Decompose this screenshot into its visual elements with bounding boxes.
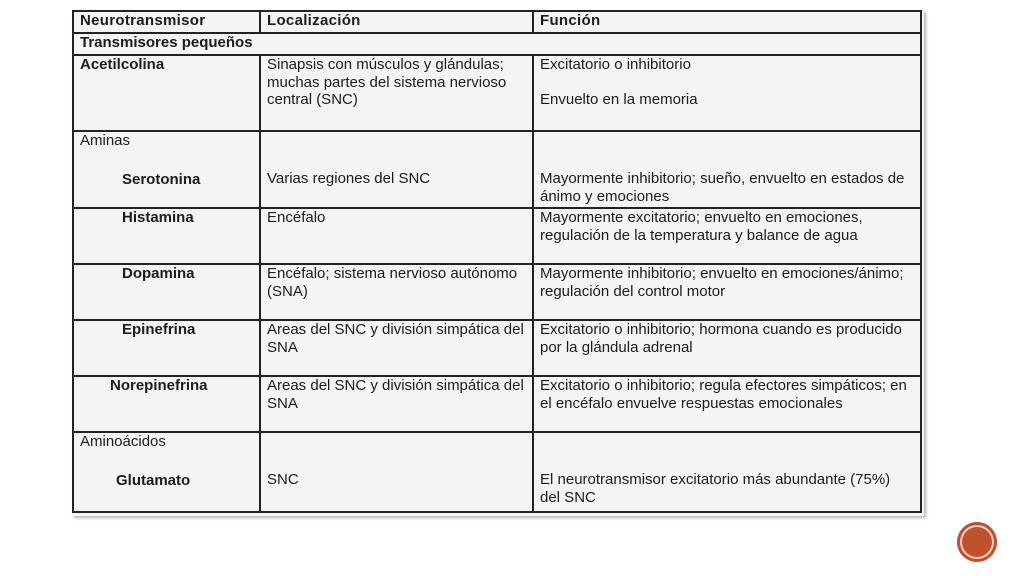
table-row: [73, 376, 921, 432]
funcion-line: Excitatorio o inhibitorio: [540, 56, 691, 73]
table-row: [73, 131, 921, 208]
cell-name: Dopamina: [73, 264, 260, 320]
cell-localizacion: Areas del SNC y división simpática del SNA: [260, 320, 533, 376]
cell-name: Acetilcolina: [73, 55, 260, 131]
cell-funcion: [533, 432, 921, 512]
header-neurotransmisor: Neurotransmisor: [73, 11, 260, 33]
section-label: Transmisores pequeños: [73, 33, 921, 55]
name-glutamato: Glutamato: [116, 471, 191, 489]
header-localizacion: Localización: [260, 11, 533, 33]
cell-name: [73, 432, 260, 512]
cell-name: [73, 131, 260, 208]
cell-funcion: Mayormente inhibitorio; envuelto en emociones/ánimo; regulación del control motor: [533, 264, 921, 320]
table-header-row: [73, 11, 921, 33]
neurotransmitter-table-image: [72, 10, 924, 516]
cell-localizacion: Encéfalo; sistema nervioso autónomo (SNA): [260, 264, 533, 320]
loc-glutamato: SNC: [267, 471, 299, 488]
group-label-aminas: Aminas: [80, 132, 131, 149]
neurotransmitter-table: [72, 10, 922, 513]
cell-name: Epinefrina: [73, 320, 260, 376]
cell-localizacion: [260, 432, 533, 512]
cell-funcion: Mayormente excitatorio; envuelto en emociones, regulación de la temperatura y balance de agua: [533, 208, 921, 264]
funcion-line: Envuelto en la memoria: [540, 90, 698, 108]
cell-localizacion: Sinapsis con músculos y glándulas; muchas partes del sistema nervioso central (SNC): [260, 55, 533, 131]
table-row: [73, 55, 921, 131]
cell-funcion: [533, 131, 921, 208]
cell-funcion: Excitatorio o inhibitorio; regula efectores simpáticos; en el encéfalo envuelve respuestas emocionales: [533, 376, 921, 432]
table-row: [73, 264, 921, 320]
func-glutamato: El neurotransmisor excitatorio más abundante (75%) del SNC: [540, 471, 891, 506]
func-serotonina: Mayormente inhibitorio; sueño, envuelto en estados de ánimo y emociones: [540, 170, 905, 205]
section-row: [73, 33, 921, 55]
cell-funcion: [533, 55, 921, 131]
table-row: [73, 208, 921, 264]
slide-nav-button[interactable]: [957, 522, 997, 562]
loc-serotonina: Varias regiones del SNC: [267, 170, 431, 187]
cell-localizacion: Areas del SNC y división simpática del SNA: [260, 376, 533, 432]
group-label-aminoacidos: Aminoácidos: [80, 433, 166, 450]
cell-name: Norepinefrina: [73, 376, 260, 432]
cell-localizacion: [260, 131, 533, 208]
table-row: [73, 432, 921, 512]
cell-name: Histamina: [73, 208, 260, 264]
table-row: [73, 320, 921, 376]
name-serotonina: Serotonina: [122, 170, 201, 188]
cell-funcion: Excitatorio o inhibitorio; hormona cuando es producido por la glándula adrenal: [533, 320, 921, 376]
header-funcion: Función: [533, 11, 921, 33]
cell-localizacion: Encéfalo: [260, 208, 533, 264]
